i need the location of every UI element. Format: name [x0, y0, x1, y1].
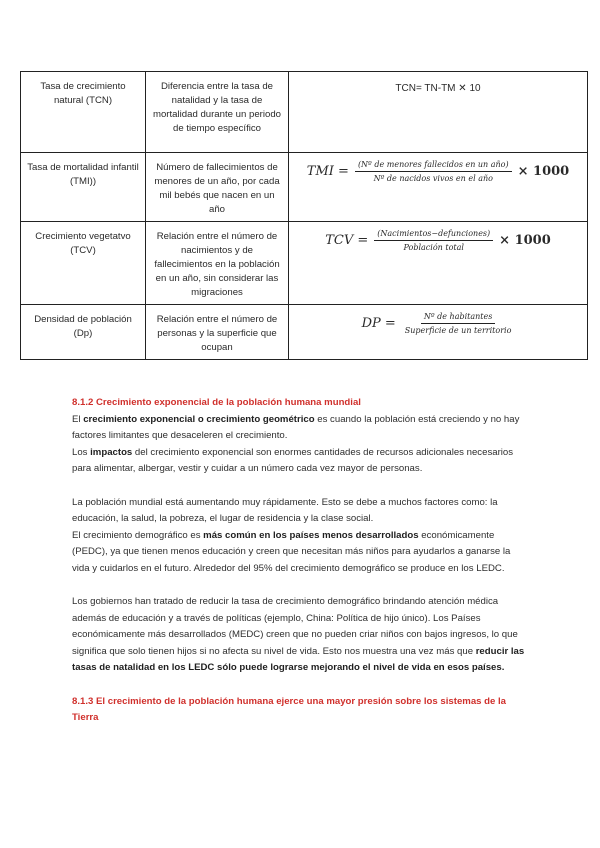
formula-numerator: (Nacimientos−defunciones) [374, 228, 493, 241]
formula-fraction [355, 159, 512, 184]
paragraph: Los gobiernos han tratado de reducir la tasa de crecimiento demográfico brindando atención médica además de educación y a través de políticas (ejemplo, China: Política de hijo único). Los Países económicamente más desarrollados (MEDC) creen que no pueden criar niños con bajos ingresos, lo que significa que solo tienen hijos si no afecta su nivel de vida. Esto nos muestra una vez más que reducir las tasas de natalidad en los LEDC sólo puede lograrse mejorando el nivel de vida en esos países. [72, 596, 525, 673]
definition-cell: Número de fallecimientos de menores de un año, por cada mil bebés que nacen en un año [146, 153, 289, 222]
formula-cell [289, 222, 588, 305]
formula-lhs: DP = [361, 315, 396, 331]
formula-multiplier: × 1000 [517, 163, 570, 179]
body-text [72, 395, 528, 727]
section-heading-8-1-3: 8.1.3 El crecimiento de la población humana ejerce una mayor presión sobre los sistemas de la Tierra [72, 695, 507, 723]
formula-cell [289, 305, 588, 360]
tcn-formula: TCN= TN-TM ✕ 10 [395, 83, 481, 94]
definition-cell: Diferencia entre la tasa de natalidad y la tasa de mortalidad durante un periodo de tiempo específico [146, 72, 289, 153]
formula-cell [289, 72, 588, 153]
table-row [21, 222, 588, 305]
formula-denominator: Población total [403, 243, 464, 252]
definition-cell: Relación entre el número de personas y la superficie que ocupan [146, 305, 289, 360]
formula-multiplier: × 1000 [499, 232, 551, 248]
formula-lhs: TMI = [306, 163, 349, 179]
formula-numerator: (Nº de menores fallecidos en un año) [355, 159, 512, 172]
table-row [21, 72, 588, 153]
formula-denominator: Nº de nacidos vivos en el año [373, 174, 493, 183]
term-cell: Tasa de crecimiento natural (TCN) [21, 72, 146, 153]
table-row [21, 305, 588, 360]
tcv-formula [294, 228, 582, 253]
table-row [21, 153, 588, 222]
section-heading-8-1-2: 8.1.2 Crecimiento exponencial de la población humana mundial [72, 397, 361, 408]
formula-fraction [402, 311, 515, 336]
formula-denominator: Superficie de un territorio [404, 326, 512, 335]
formula-cell [289, 153, 588, 222]
paragraph: Los impactos del crecimiento exponencial son enormes cantidades de recursos adicionales necesarios para alimentar, albergar, vestir y cuidar a un número cada vez mayor de personas. [72, 446, 514, 474]
tmi-formula [294, 159, 582, 184]
dp-formula [294, 311, 582, 336]
formula-fraction [374, 228, 493, 253]
formula-numerator: Nº de habitantes [421, 311, 496, 324]
term-cell: Crecimiento vegetatvo (TCV) [21, 222, 146, 305]
term-cell: Densidad de población (Dp) [21, 305, 146, 360]
definition-cell: Relación entre el número de nacimientos y de fallecimientos en la población en un año, sin considerar las migraciones [146, 222, 289, 305]
paragraph: El crecimiento demográfico es más común en los países menos desarrollados económicamente (PEDC), ya que tienen menos educación y creen que necesitan más niños para ayudarlos a ganarse la vida y cuidarlos en el futuro. Alrededor del 95% del crecimiento demográfico se produce en los LEDC. [72, 529, 511, 574]
definitions-table [20, 71, 588, 360]
term-cell: Tasa de mortalidad infantil (TMI)) [21, 153, 146, 222]
paragraph: La población mundial está aumentando muy rápidamente. Esto se debe a muchos factores como: la educación, la salud, la pobreza, el lugar de residencia y la clase social. [72, 496, 498, 524]
formula-lhs: TCV = [325, 232, 369, 248]
paragraph: El crecimiento exponencial o crecimiento geométrico es cuando la población está creciendo y no hay factores limitantes que desaceleren el crecimiento. [72, 413, 520, 441]
